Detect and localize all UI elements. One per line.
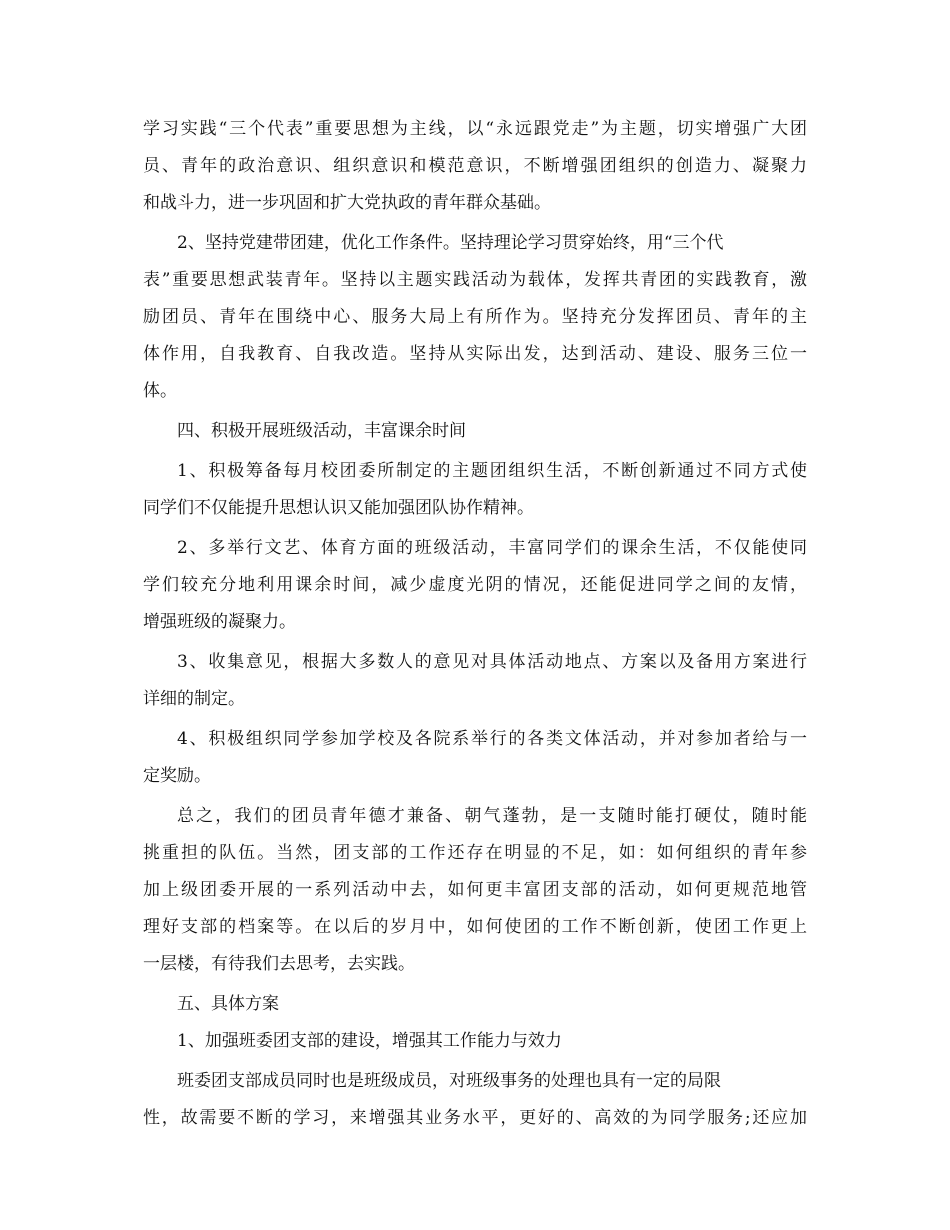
document-text-line: 一层楼，有待我们去思考，去实践。 (143, 954, 415, 974)
document-text-line: 表”重要思想武装青年。坚持以主题实践活动为载体，发挥共青团的实践教育，激 (143, 270, 807, 290)
document-text-line: 同学们不仅能提升思想认识又能加强团队协作精神。 (143, 498, 534, 518)
document-text-line: 性，故需要不断的学习，来增强其业务水平，更好的、高效的为同学服务;还应加 (143, 1108, 807, 1128)
document-text-line: 学们较充分地利用课余时间，减少虚度光阴的情况，还能促进同学之间的友情， (143, 575, 807, 595)
document-text-line: 班委团支部成员同时也是班级成员，对班级事务的处理也具有一定的局限 (177, 1071, 721, 1091)
document-text-line: 挑重担的队伍。当然，团支部的工作还存在明显的不足，如：如何组织的青年参 (143, 843, 807, 863)
document-text-line: 四、积极开展班级活动，丰富课余时间 (177, 421, 466, 441)
document-text-line: 励团员、青年在围绕中心、服务大局上有所作为。坚持充分发挥团员、青年的主 (143, 307, 807, 327)
document-text-line: 加上级团委开展的一系列活动中去，如何更丰富团支部的活动，如何更规范地管 (143, 880, 807, 900)
document-text-line: 体作用，自我教育、自我改造。坚持从实际出发，达到活动、建设、服务三位一 (143, 344, 807, 364)
document-text-line: 3、收集意见，根据大多数人的意见对具体活动地点、方案以及备用方案进行 (177, 652, 807, 672)
document-text-line: 详细的制定。 (143, 689, 245, 709)
document-text-line: 增强班级的凝聚力。 (143, 612, 296, 632)
document-text-line: 员、青年的政治意识、组织意识和模范意识，不断增强团组织的创造力、凝聚力 (143, 156, 807, 176)
document-text-line: 1、加强班委团支部的建设，增强其工作能力与效力 (177, 1031, 562, 1051)
document-text-line: 定奖励。 (143, 766, 211, 786)
document-text-line: 五、具体方案 (177, 994, 279, 1014)
document-text-line: 和战斗力，进一步巩固和扩大党执政的青年群众基础。 (143, 193, 551, 213)
document-text-line: 4、积极组织同学参加学校及各院系举行的各类文体活动，并对参加者给与一 (177, 729, 807, 749)
document-text-line: 2、多举行文艺、体育方面的班级活动，丰富同学们的课余生活，不仅能使同 (177, 538, 807, 558)
document-text-line: 理好支部的档案等。在以后的岁月中，如何使团的工作不断创新，使团工作更上 (143, 917, 807, 937)
document-text-line: 2、坚持党建带团建，优化工作条件。坚持理论学习贯穿始终，用“三个代 (177, 233, 724, 253)
document-text-line: 总之，我们的团员青年德才兼备、朝气蓬勃，是一支随时能打硬仗，随时能 (177, 806, 807, 826)
document-text-line: 1、积极筹备每月校团委所制定的主题团组织生活，不断创新通过不同方式使 (177, 461, 807, 481)
document-text-line: 体。 (143, 381, 177, 401)
document-text-line: 学习实践“三个代表”重要思想为主线，以“永远跟党走”为主题，切实增强广大团 (143, 119, 807, 139)
